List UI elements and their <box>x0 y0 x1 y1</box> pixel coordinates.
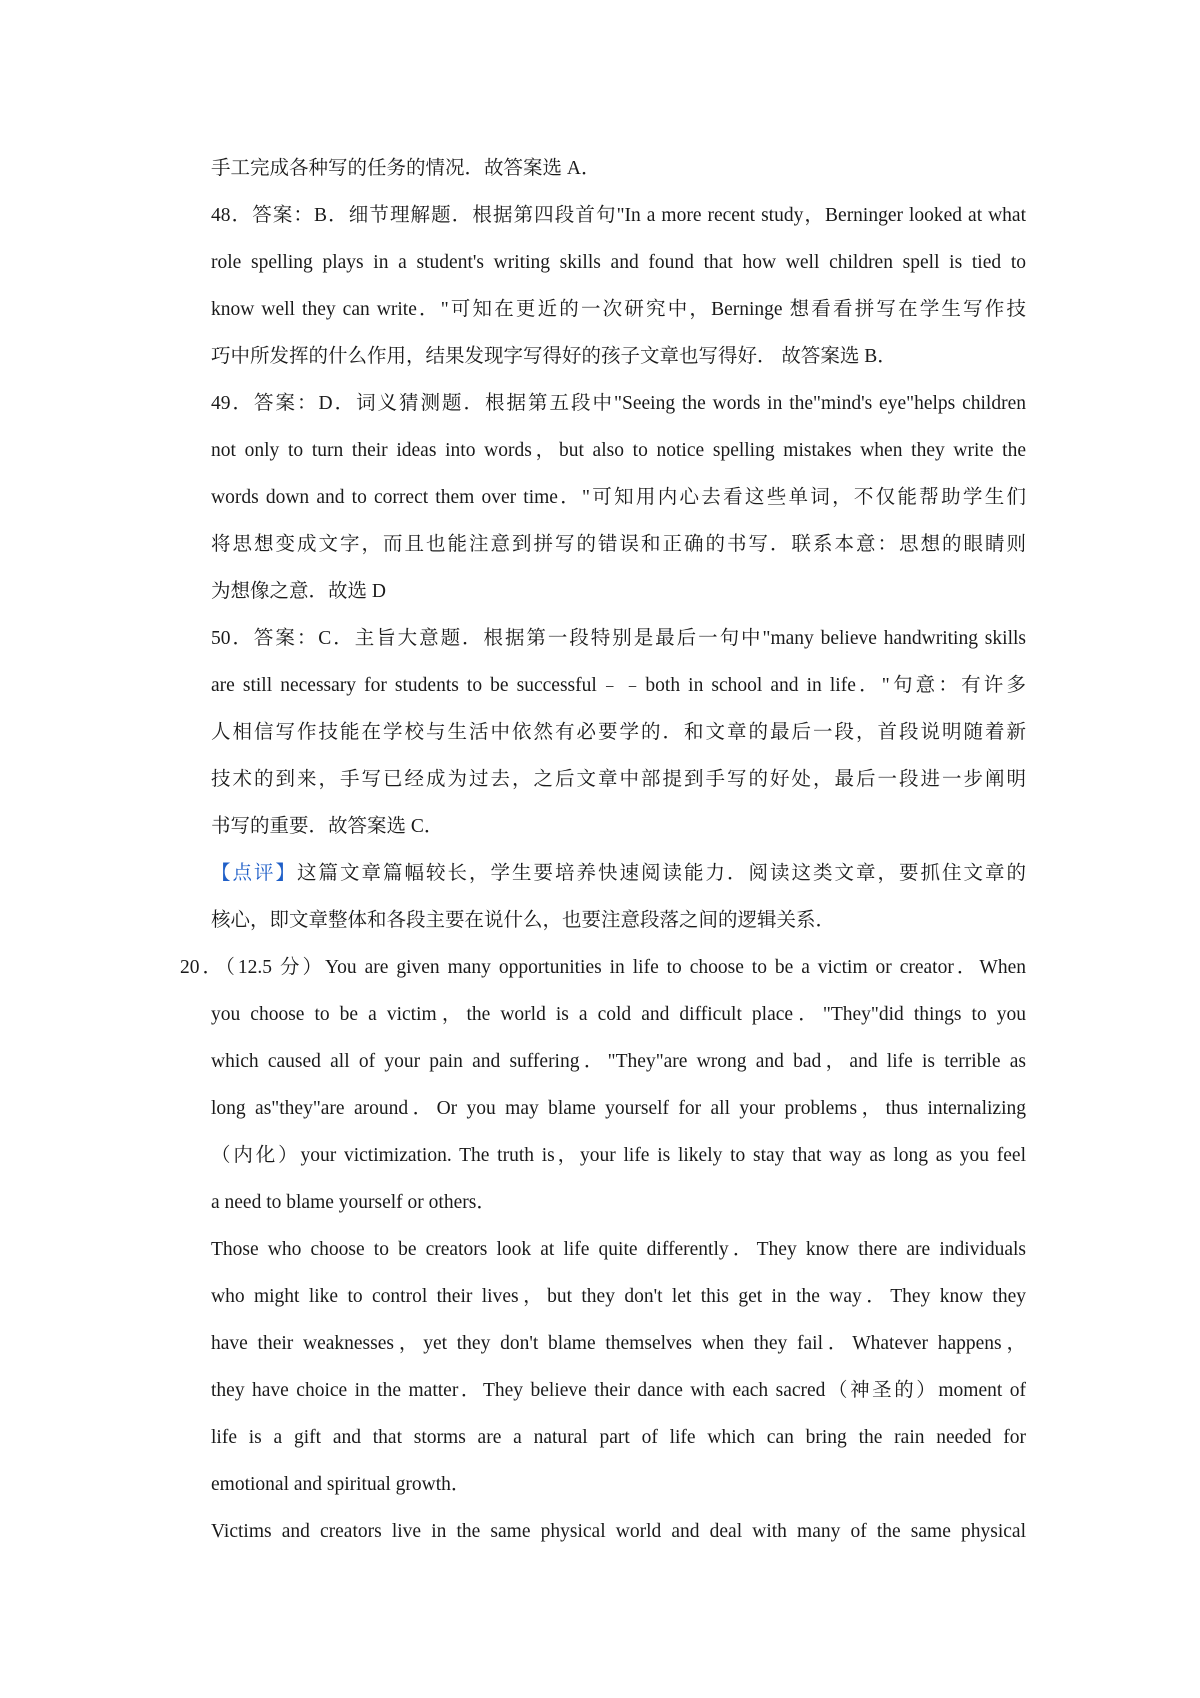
question-20-line-5: （内化）your victimization. The truth is，your life is likely to stay that way as long as you feel <box>211 1145 1026 1166</box>
answer-49-line-1: 49．答案：D．词义猜测题．根据第五段中"Seeing the words in the"mind's eye"helps children <box>211 393 1026 414</box>
answer-49-line-3: words down and to correct them over time．"可知用内心去看这些单词，不仅能帮助学生们 <box>211 487 1026 508</box>
answer-49-line-5: 为想像之意．故选 D <box>211 581 386 602</box>
answer-48-line-3: know well they can write．"可知在更近的一次研究中，Berninge 想看看拼写在学生写作技 <box>211 299 1026 320</box>
answer-49-line-2: not only to turn their ideas into words，but also to notice spelling mistakes when they write the <box>211 440 1026 461</box>
paragraph-2-line-5: life is a gift and that storms are a natural part of life which can bring the rain needed for <box>211 1427 1026 1448</box>
answer-48-line-2: role spelling plays in a student's writing skills and found that how well children spell is tied to <box>211 252 1026 273</box>
answer-50-line-2: are still necessary for students to be successful﹣﹣both in school and in life．"句意：有许多 <box>211 675 1026 696</box>
question-20-line-3: which caused all of your pain and suffering．"They"are wrong and bad，and life is terrible as <box>211 1051 1026 1072</box>
paragraph-2-line-2: who might like to control their lives，but they don't let this get in the way．They know they <box>211 1286 1026 1307</box>
comment-text-1: 这篇文章篇幅较长，学生要培养快速阅读能力．阅读这类文章，要抓住文章的 <box>297 863 1026 884</box>
comment-line-2: 核心，即文章整体和各段主要在说什么，也要注意段落之间的逻辑关系． <box>211 910 836 931</box>
paragraph-2-line-4: they have choice in the matter．They believe their dance with each sacred（神圣的）moment of <box>211 1380 1026 1401</box>
paragraph-3-line-1: Victims and creators live in the same physical world and deal with many of the same physical <box>211 1521 1026 1542</box>
answer-50-line-5: 书写的重要．故答案选 C． <box>211 816 444 837</box>
paragraph-2-line-3: have their weaknesses，yet they don't blame themselves when they fail．Whatever happens， <box>211 1333 1026 1354</box>
answer-50-line-3: 人相信写作技能在学校与生活中依然有必要学的．和文章的最后一段，首段说明随着新 <box>211 722 1026 743</box>
question-20-line-6: a need to blame yourself or others． <box>211 1192 496 1213</box>
answer-47-tail: 手工完成各种写的任务的情况．故答案选 A． <box>211 158 601 179</box>
answer-48-line-1: 48．答案：B．细节理解题．根据第四段首句"In a more recent study，Berninger looked at what <box>211 205 1026 226</box>
answer-50-line-1: 50．答案：C．主旨大意题．根据第一段特别是最后一句中"many believe handwriting skills <box>211 628 1026 649</box>
question-20-line-2: you choose to be a victim，the world is a cold and difficult place．"They"did things to you <box>211 1004 1026 1025</box>
question-20-line-1: 20．（12.5 分）You are given many opportunities in life to choose to be a victim or creator．When <box>180 957 1026 978</box>
answer-49-line-4: 将思想变成文字，而且也能注意到拼写的错误和正确的书写．联系本意：思想的眼睛则 <box>211 534 1026 555</box>
answer-48-line-4: 巧中所发挥的什么作用，结果发现字写得好的孩子文章也写得好． 故答案选 B． <box>211 346 897 367</box>
comment-tag: 【点评】 <box>211 863 297 884</box>
comment-line-1 <box>211 860 1026 888</box>
paragraph-2-line-6: emotional and spiritual growth． <box>211 1474 471 1495</box>
question-20-line-4: long as"they"are around．Or you may blame yourself for all your problems，thus internalizing <box>211 1098 1026 1119</box>
paragraph-2-line-1: Those who choose to be creators look at life quite differently．They know there are individuals <box>211 1239 1026 1260</box>
answer-50-line-4: 技术的到来，手写已经成为过去，之后文章中部提到手写的好处，最后一段进一步阐明 <box>211 769 1026 790</box>
